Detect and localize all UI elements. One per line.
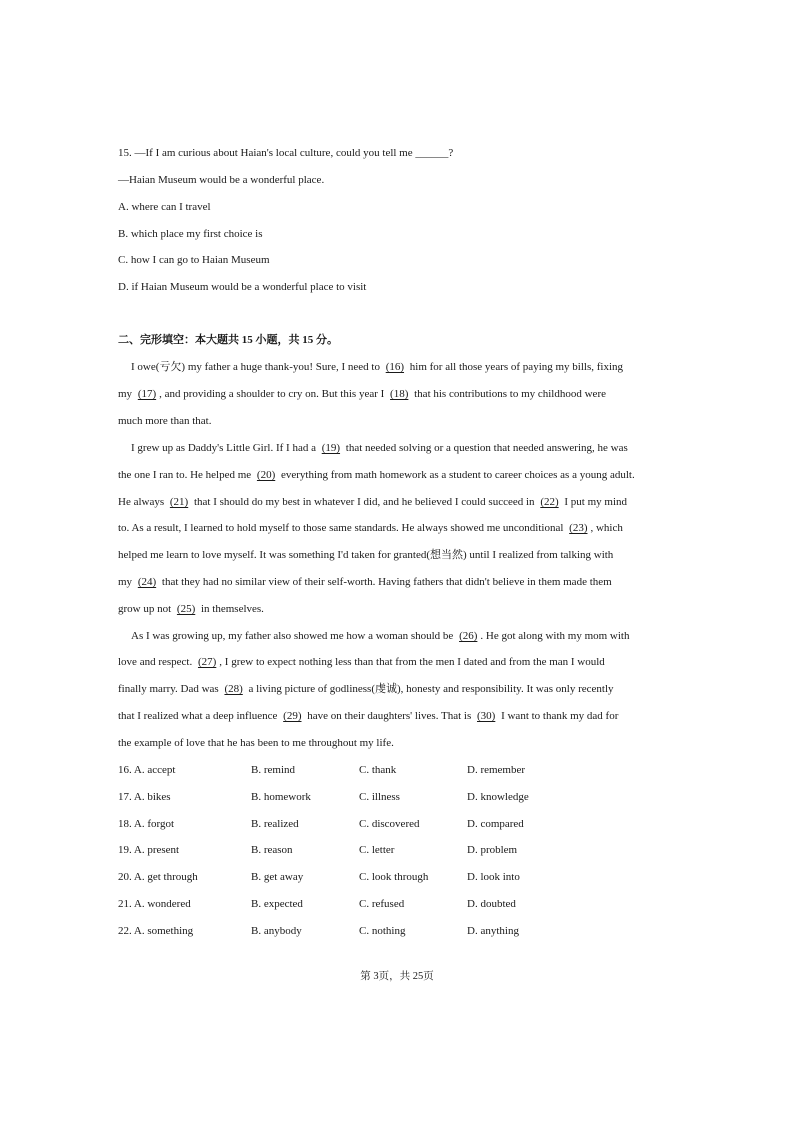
blank-24: (24) (137, 576, 157, 588)
option-row-21 (118, 897, 678, 911)
blank-27: (27) (197, 656, 217, 668)
option-a: 22. A. something (118, 925, 194, 937)
blank-20: (20) (256, 469, 276, 481)
passage-line: I owe(亏欠) my father a huge thank-you! Sure, I need to (16) him for all those years of paying my bills, fixing (131, 361, 624, 373)
blank-18: (18) (390, 388, 409, 400)
option-b: B. realized (251, 818, 299, 830)
blank-28: (28) (224, 683, 243, 695)
option-a: 21. A. wondered (118, 898, 191, 910)
option-a: 17. A. bikes (118, 791, 171, 803)
q15-option-d: D. if Haian Museum would be a wonderful place to visit (118, 281, 367, 293)
passage-line: I grew up as Daddy's Little Girl. If I had a (19) that needed solving or a question that needed answering, he was (131, 442, 628, 454)
option-d: D. look into (467, 871, 520, 883)
blank-16: (16) (385, 361, 405, 373)
passage-line: my (17) , and providing a shoulder to cry on. But this year I (18) that his contributions to my childhood were (118, 388, 606, 400)
option-b: B. reason (251, 844, 293, 856)
blank-22: (22) (540, 496, 559, 508)
option-d: D. problem (467, 844, 518, 856)
option-a: 16. A. accept (118, 764, 176, 776)
passage-line: He always (21) that I should do my best in whatever I did, and he believed I could succeed in (22) I put my mind (118, 496, 628, 508)
passage-line: much more than that. (118, 415, 212, 427)
option-d: D. compared (467, 818, 524, 830)
option-c: C. thank (359, 764, 397, 776)
passage-line: the example of love that he has been to me throughout my life. (118, 737, 394, 749)
option-a: 18. A. forgot (118, 818, 175, 830)
q15-option-b: B. which place my first choice is (118, 228, 263, 240)
option-row-18 (118, 817, 678, 831)
passage-line: my (24) that they had no similar view of their self-worth. Having fathers that didn't believe in them made them (118, 576, 612, 588)
option-d: D. doubted (467, 898, 516, 910)
q15-option-a: A. where can I travel (118, 201, 211, 213)
option-c: C. illness (359, 791, 400, 803)
passage-line: that I realized what a deep influence (29) have on their daughters' lives. That is (30) I want to thank my dad for (118, 710, 619, 722)
option-b: B. anybody (251, 925, 302, 937)
section-heading: 二、完形填空：本大题共 15 小题，共 15 分。 (118, 334, 338, 346)
q15-prompt: 15. —If I am curious about Haian's local culture, could you tell me ______? (118, 147, 454, 159)
option-c: C. look through (359, 871, 429, 883)
option-c: C. letter (359, 844, 395, 856)
passage-line: As I was growing up, my father also showed me how a woman should be (26) . He got along with my mom with (131, 630, 630, 642)
option-a: 20. A. get through (118, 871, 198, 883)
option-row-20 (118, 870, 678, 884)
passage-line: grow up not (25) in themselves. (118, 603, 264, 615)
blank-29: (29) (283, 710, 302, 722)
option-row-16 (118, 763, 678, 777)
passage-line: finally marry. Dad was (28) a living picture of godliness(虔诚), honesty and responsibility. It was only recently (118, 683, 614, 695)
option-c: C. refused (359, 898, 405, 910)
option-d: D. remember (467, 764, 526, 776)
blank-21: (21) (169, 496, 189, 508)
option-d: D. knowledge (467, 791, 529, 803)
blank-17: (17) (137, 388, 157, 400)
option-b: B. get away (251, 871, 304, 883)
option-row-17 (118, 790, 678, 804)
blank-25: (25) (176, 603, 196, 615)
option-c: C. discovered (359, 818, 420, 830)
option-a: 19. A. present (118, 844, 180, 856)
blank-23: (23) (569, 522, 588, 534)
passage-line: love and respect. (27) , I grew to expect nothing less than that from the men I dated and from the man I would (118, 656, 605, 668)
blank-30: (30) (477, 710, 496, 722)
option-d: D. anything (467, 925, 519, 937)
passage-line: to. As a result, I learned to hold myself to those same standards. He always showed me unconditional (23) , which (118, 522, 623, 534)
passage-line: helped me learn to love myself. It was something I'd taken for granted(想当然) until I realized from talking with (118, 549, 614, 561)
passage-line: the one I ran to. He helped me (20) everything from math homework as a student to career choices as a young adult. (118, 469, 635, 481)
option-row-22 (118, 924, 678, 938)
blank-19: (19) (321, 442, 341, 454)
q15-reply: —Haian Museum would be a wonderful place. (118, 174, 325, 186)
q15-option-c: C. how I can go to Haian Museum (118, 254, 270, 266)
option-c: C. nothing (359, 925, 406, 937)
blank-26: (26) (459, 630, 478, 642)
option-row-19 (118, 843, 678, 857)
option-b: B. expected (251, 898, 303, 910)
option-b: B. remind (251, 764, 295, 776)
option-b: B. homework (251, 791, 311, 803)
page-footer: 第 3页，共 25页 (360, 971, 434, 982)
